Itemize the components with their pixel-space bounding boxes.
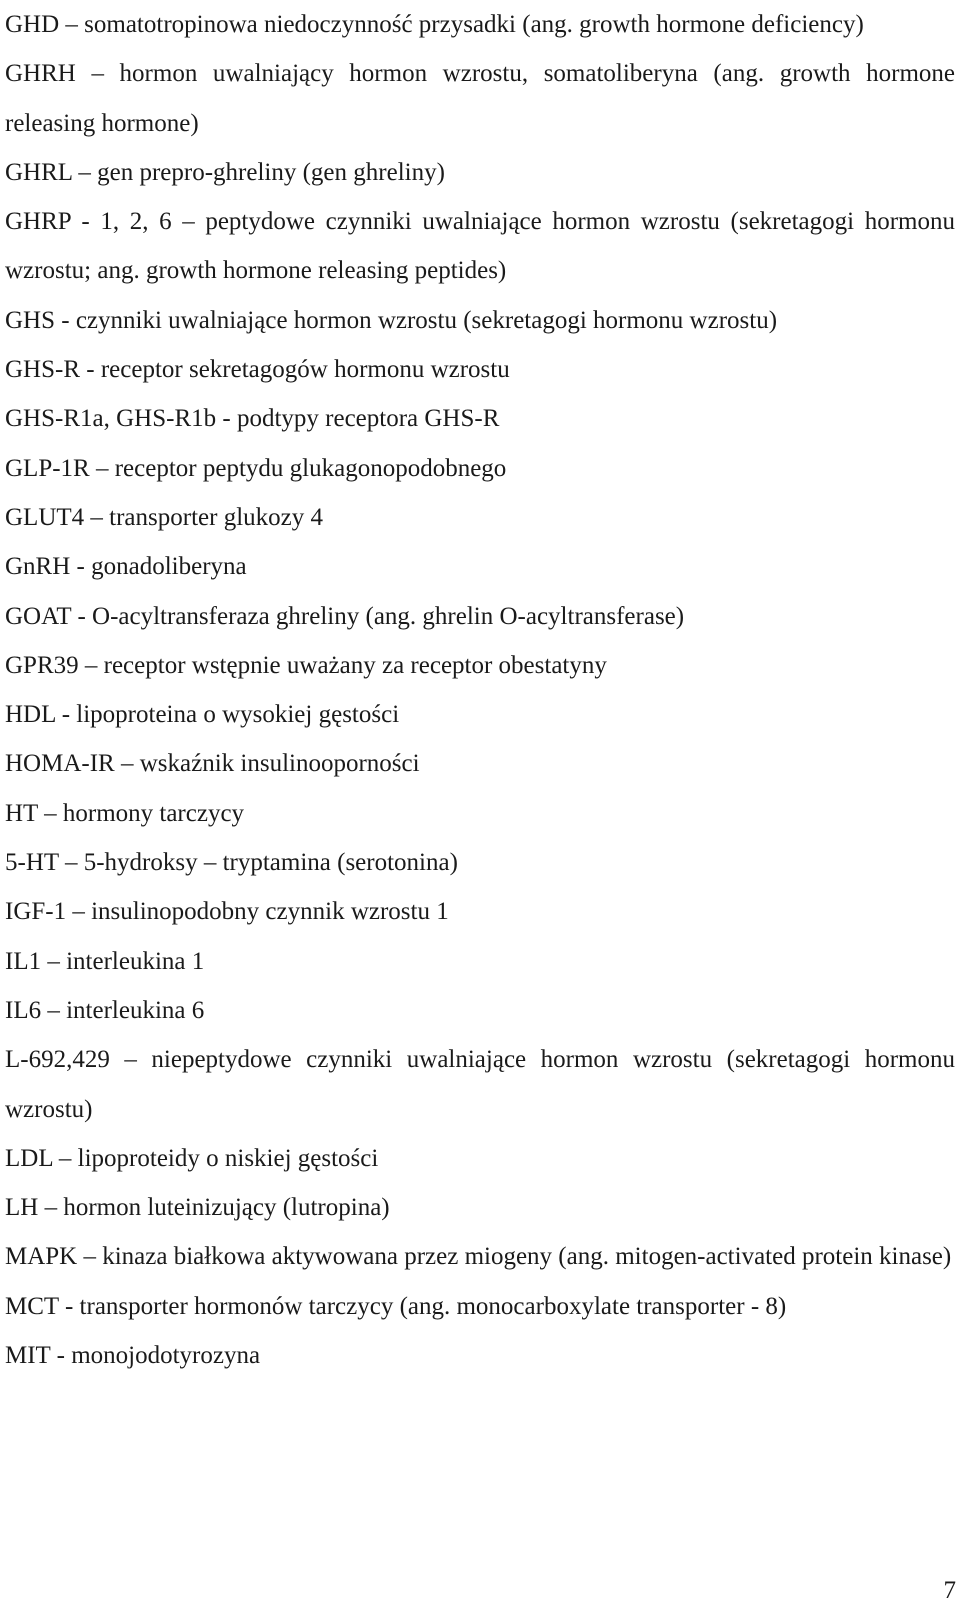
abbreviation-entry: GLUT4 – transporter glukozy 4 (5, 503, 323, 531)
abbreviation-entry: GPR39 – receptor wstępnie uważany za receptor obestatyny (5, 651, 607, 679)
abbreviation-entry: GHS-R1a, GHS-R1b - podtypy receptora GHS-R (5, 405, 500, 433)
abbreviation-entry: GOAT - O-acyltransferaza ghreliny (ang. ghrelin O-acyltransferase) (5, 602, 685, 630)
abbreviation-entry: GHRL – gen prepro-ghreliny (gen ghreliny) (5, 158, 445, 186)
abbreviation-entry: GHD – somatotropinowa niedoczynność przysadki (ang. growth hormone deficiency) (5, 11, 864, 38)
abbreviation-entry: GHS - czynniki uwalniające hormon wzrostu (sekretagogi hormonu wzrostu) (5, 306, 778, 334)
abbreviation-list (5, 0, 955, 1380)
page-number: 7 (943, 1577, 956, 1604)
abbreviation-entry: L-692,429 – niepeptydowe czynniki uwalniające hormon wzrostu (sekretagogi hormonu wzrostu) (5, 1046, 955, 1123)
abbreviation-entry: GnRH - gonadoliberyna (5, 553, 247, 581)
abbreviation-entry: 5-HT – 5-hydroksy – tryptamina (serotonina) (5, 849, 458, 877)
abbreviation-entry: HOMA-IR – wskaźnik insulinooporności (5, 750, 420, 778)
abbreviation-entry: GHS-R - receptor sekretagogów hormonu wzrostu (5, 356, 510, 384)
abbreviation-entry: HT – hormony tarczycy (5, 799, 245, 827)
abbreviation-entry: IL1 – interleukina 1 (5, 947, 205, 975)
abbreviation-entry: IGF-1 – insulinopodobny czynnik wzrostu 1 (5, 898, 449, 926)
abbreviation-entry: LH – hormon luteinizujący (lutropina) (5, 1194, 390, 1222)
abbreviation-entry: GHRH – hormon uwalniający hormon wzrostu, somatoliberyna (ang. growth hormone releasing hormone) (5, 60, 955, 137)
abbreviation-entry: MAPK – kinaza białkowa aktywowana przez miogeny (ang. mitogen-activated protein kinase) (5, 1243, 952, 1271)
abbreviation-entry: GLP-1R – receptor peptydu glukagonopodobnego (5, 454, 507, 482)
abbreviation-entry: MCT - transporter hormonów tarczycy (ang. monocarboxylate transporter - 8) (5, 1292, 787, 1320)
abbreviation-entry: LDL – lipoproteidy o niskiej gęstości (5, 1144, 379, 1172)
abbreviation-entry: IL6 – interleukina 6 (5, 996, 205, 1024)
abbreviation-entry: GHRP - 1, 2, 6 – peptydowe czynniki uwalniające hormon wzrostu (sekretagogi hormonu wzrostu; ang. growth hormone releasing peptides) (5, 208, 955, 285)
abbreviation-entry: MIT - monojodotyrozyna (5, 1342, 261, 1370)
abbreviation-entry: HDL - lipoproteina o wysokiej gęstości (5, 701, 400, 729)
